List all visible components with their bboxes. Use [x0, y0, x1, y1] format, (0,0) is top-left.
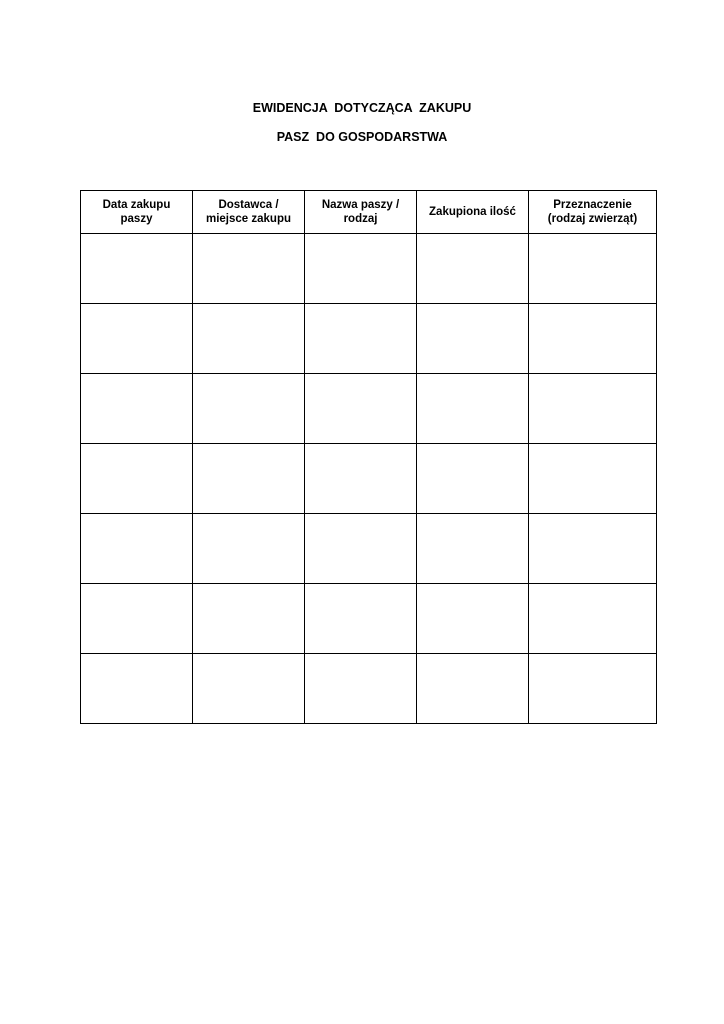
cell-quantity[interactable]: [417, 444, 529, 514]
header-purpose: Przeznaczenie (rodzaj zwierząt): [529, 191, 657, 234]
cell-feed-name[interactable]: [305, 584, 417, 654]
cell-purchase-date[interactable]: [81, 654, 193, 724]
cell-supplier[interactable]: [193, 514, 305, 584]
cell-feed-name[interactable]: [305, 374, 417, 444]
cell-feed-name[interactable]: [305, 444, 417, 514]
header-supplier: Dostawca / miejsce zakupu: [193, 191, 305, 234]
table-row: [81, 234, 657, 304]
cell-purchase-date[interactable]: [81, 374, 193, 444]
cell-supplier[interactable]: [193, 304, 305, 374]
cell-supplier[interactable]: [193, 654, 305, 724]
cell-purpose[interactable]: [529, 584, 657, 654]
cell-purpose[interactable]: [529, 234, 657, 304]
cell-feed-name[interactable]: [305, 304, 417, 374]
header-purchase-date: Data zakupu paszy: [81, 191, 193, 234]
table-body: [81, 234, 657, 724]
cell-feed-name[interactable]: [305, 234, 417, 304]
cell-purpose[interactable]: [529, 654, 657, 724]
cell-purpose[interactable]: [529, 304, 657, 374]
cell-feed-name[interactable]: [305, 654, 417, 724]
cell-purchase-date[interactable]: [81, 304, 193, 374]
table-row: [81, 444, 657, 514]
cell-quantity[interactable]: [417, 304, 529, 374]
table-row: [81, 584, 657, 654]
table-header-row: [81, 191, 657, 234]
cell-quantity[interactable]: [417, 374, 529, 444]
cell-purchase-date[interactable]: [81, 514, 193, 584]
cell-supplier[interactable]: [193, 584, 305, 654]
table-row: [81, 304, 657, 374]
table-row: [81, 374, 657, 444]
cell-purpose[interactable]: [529, 374, 657, 444]
cell-quantity[interactable]: [417, 514, 529, 584]
feed-purchase-table: [80, 190, 657, 724]
cell-quantity[interactable]: [417, 654, 529, 724]
document-title-line-1: EWIDENCJA DOTYCZĄCA ZAKUPU: [252, 101, 472, 115]
cell-supplier[interactable]: [193, 444, 305, 514]
cell-supplier[interactable]: [193, 234, 305, 304]
table-row: [81, 654, 657, 724]
cell-quantity[interactable]: [417, 234, 529, 304]
document-title-line-2: PASZ DO GOSPODARSTWA: [276, 130, 448, 144]
cell-quantity[interactable]: [417, 584, 529, 654]
cell-purpose[interactable]: [529, 444, 657, 514]
cell-purpose[interactable]: [529, 514, 657, 584]
header-quantity: Zakupiona ilość: [417, 191, 529, 234]
header-feed-name: Nazwa paszy / rodzaj: [305, 191, 417, 234]
cell-purchase-date[interactable]: [81, 234, 193, 304]
cell-purchase-date[interactable]: [81, 584, 193, 654]
cell-supplier[interactable]: [193, 374, 305, 444]
cell-feed-name[interactable]: [305, 514, 417, 584]
cell-purchase-date[interactable]: [81, 444, 193, 514]
table-row: [81, 514, 657, 584]
